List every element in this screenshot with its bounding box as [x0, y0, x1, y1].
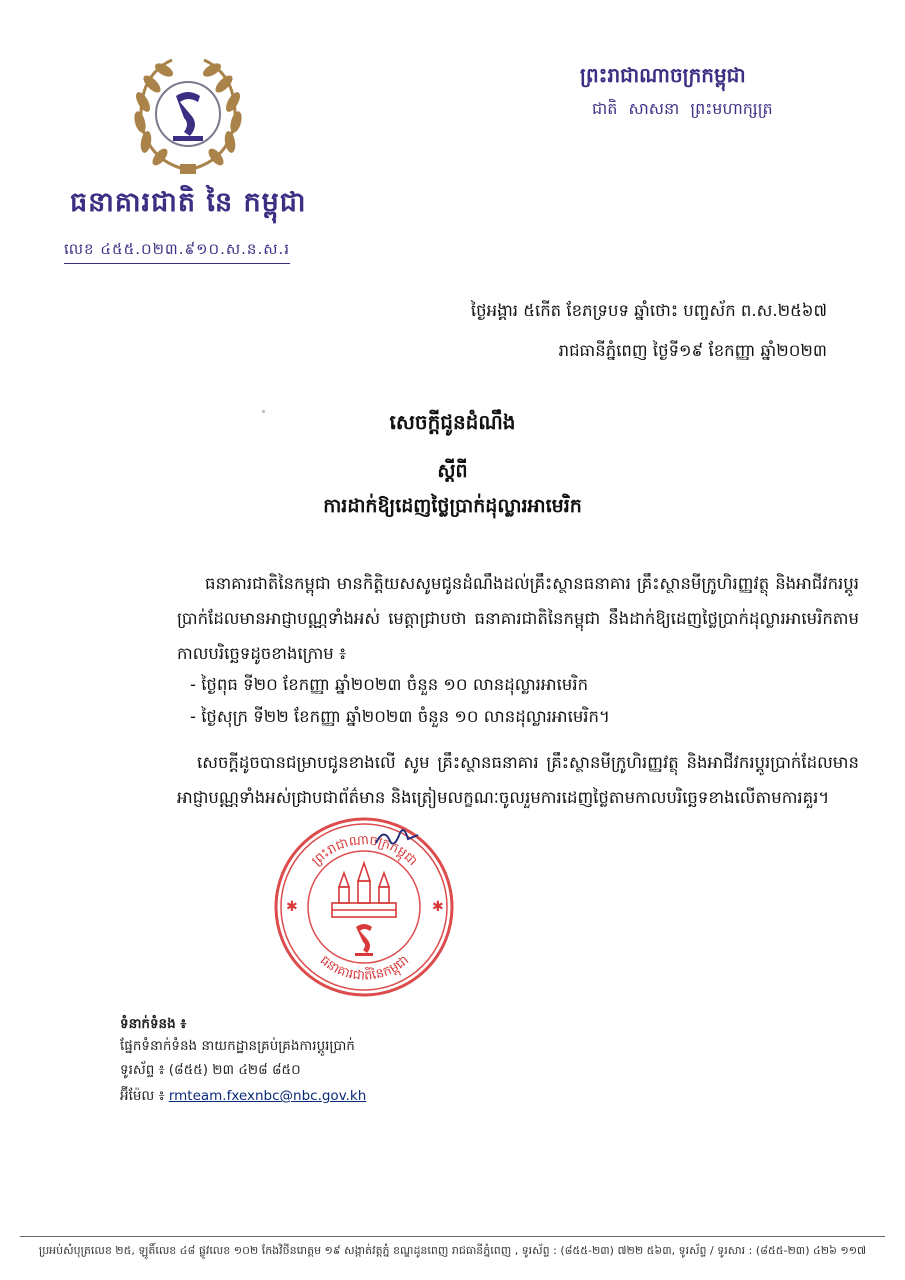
seal-star-icon: ✱ [286, 899, 298, 915]
national-bank-logo [128, 52, 248, 182]
footer-address: ប្រអប់សំបុត្រលេខ ២៥, ឡូតិ៍លេខ ៤៨ ផ្លូវលេខ ១០២ កែងវិថីនរោត្តម ១៩ សង្កាត់វត្តភ្នំ ខណ្ឌដូនពេញ រាជធានីភ្នំពេញ , ទូរស័ព្ទ : (៨៥៥-២៣) ៧២២ ៥៦៣, ទូរស័ព្ទ / ទូរសារ : (៨៥៥-២៣) ៤២៦ ១១៧ [38, 1244, 867, 1257]
body-paragraph-1: ធនាគារជាតិនៃកម្ពុជា មានកិត្តិយសសូមជូនដំណឹងដល់គ្រឹះស្ថានធនាគារ គ្រឹះស្ថានមីក្រូហិរញ្ញវត្ថុ និងអាជីវករប្តូរប្រាក់ដែលមានអាជ្ញាបណ្ណទាំងអស់ មេត្តាជ្រាបថា ធនាគារជាតិនៃកម្ពុជា នឹងដាក់ឱ្យដេញថ្លៃប្រាក់ដុល្លារអាមេរិកតាមកាលបរិច្ឆេទដូចខាងក្រោម ៖ [177, 574, 859, 663]
angkor-temple-icon [332, 863, 396, 917]
seal-top-text: ព្រះរាជាណាចក្រកម្ពុជា [309, 832, 420, 870]
document-title: សេចក្តីជូនដំណឹង [389, 410, 516, 434]
national-motto: ជាតិ សាសនា ព្រះមហាក្សត្រ [592, 99, 773, 118]
auction-date-item: - ថ្ងៃពុធ ទី២០ ខែកញ្ញា ឆ្នាំ២០២៣ ចំនួន ១០ លានដុល្លារអាមេរិក [190, 675, 589, 694]
official-seal-stamp [272, 815, 457, 1000]
kingdom-heading: ព្រះរាជាណាចក្រកម្ពុជា [580, 63, 746, 87]
footer-divider [20, 1236, 885, 1237]
email-label: អ៊ីម៉ែល ៖ [120, 1088, 165, 1104]
reference-number: លេខ ៤៥៥.០២៣.៩១០.ស.ន.ស.រ [64, 240, 290, 264]
document-subject: ការដាក់ឱ្យដេញថ្លៃប្រាក់ដុល្លារអាមេរិក [323, 495, 582, 517]
contact-department: ផ្នែកទំនាក់ទំនង នាយកដ្ឋានគ្រប់គ្រងការប្តូរប្រាក់ [120, 1038, 355, 1054]
auction-date-item: - ថ្ងៃសុក្រ ទី២២ ខែកញ្ញា ឆ្នាំ២០២៣ ចំនួន ១០ លានដុល្លារអាមេរិក។ [190, 707, 610, 726]
contact-phone: ទូរស័ព្ទ ៖ (៨៥៥) ២៣ ៤២៨ ៨៥០ [120, 1062, 301, 1078]
lunar-date: ថ្ងៃអង្គារ ៥កើត ខែភទ្របទ ឆ្នាំថោះ បញ្ចស័ក ព.ស.២៥៦៧ [470, 301, 827, 320]
contact-heading: ទំនាក់ទំនង ៖ [120, 1016, 187, 1032]
seal-bottom-text: ធនាគារជាតិនៃកម្ពុជា [316, 952, 413, 984]
signature-mark [372, 823, 422, 853]
svg-text:ធនាគារជាតិនៃកម្ពុជា [317, 953, 412, 984]
body-paragraph-2: សេចក្តីដូចបានជម្រាបជូនខាងលើ សូម គ្រឹះស្ថានធនាគារ គ្រឹះស្ថានមីក្រូហិរញ្ញវត្ថុ និងអាជីវករប្តូរប្រាក់ដែលមានអាជ្ញាបណ្ណទាំងអស់ជ្រាបជាព័ត៌មាន និងត្រៀមលក្ខណៈចូលរួមការដេញថ្លៃតាមកាលបរិច្ឆេទខាងលើតាមការគួរ។ [177, 753, 859, 807]
title-regarding: ស្តីពី [437, 460, 468, 482]
bank-name-heading: ធនាគារជាតិ នៃ កម្ពុជា [70, 187, 307, 218]
email-link[interactable]: rmteam.fxexnbc@nbc.gov.kh [168, 1088, 367, 1104]
contact-email-row [120, 1087, 366, 1107]
solar-date: រាជធានីភ្នំពេញ ថ្ងៃទី១៩ ខែកញ្ញា ឆ្នាំ២០២៣ [558, 341, 827, 360]
seal-star-icon: ✱ [432, 899, 444, 915]
